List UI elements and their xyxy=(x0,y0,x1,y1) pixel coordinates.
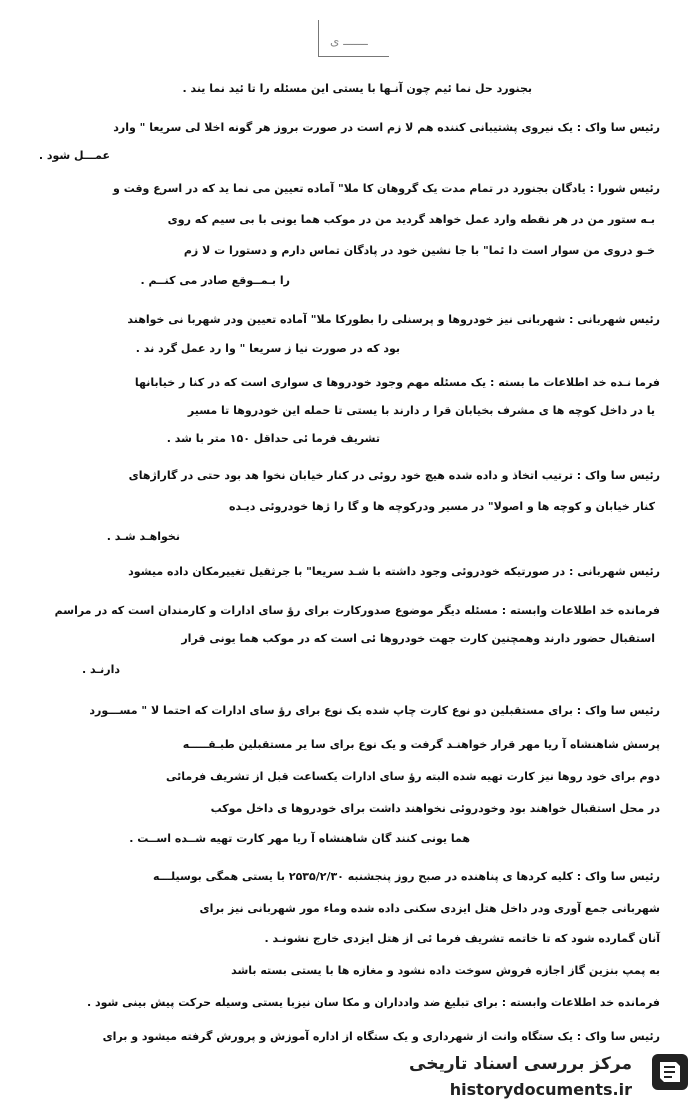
text-line: فرمانده خد اطلاعات وابسته : مسئله دیگر موضوع صدورکارت برای رؤ سای ادارات و کارمندان است که در مراسم xyxy=(54,604,660,617)
text-line: بجنورد حل نما ئیم چون آنـها با یستی این مسئله را تا ئید نما یند . xyxy=(182,82,532,95)
text-line: رئیس سا واک : یک نیروی پشتیبانی کننده هم لا زم است در صورت بروز هر گونه اخلا لی سریعا " وارد xyxy=(113,121,660,134)
text-line: عمـــل شود . xyxy=(38,149,110,162)
text-line: استقبال حضور دارند وهمچنین کارت جهت خودروها ئی است که در موکب هما یونی قرار xyxy=(181,632,655,645)
text-line: به پمپ بنزین گاز اجازه فروش سوخت داده نشود و مغازه ها با یستی بسته باشد xyxy=(231,964,660,977)
text-line: رئیس شورا : یادگان بجنورد در تمام مدت یک گروهان کا ملا" آماده تعیین می نما ید که در اسرع وقت و xyxy=(113,182,660,195)
text-line: تشریف فرما ئی حداقل ۱۵۰ متر با شد . xyxy=(166,432,380,445)
text-line: نخواهـد شـد . xyxy=(106,530,180,543)
text-line: خـو دروی من سوار است دا ئما" با جا نشین خود در پادگان تماس دارم و دستورا ت لا زم xyxy=(183,244,655,257)
text-line: را بـمــوقع صادر می کنــم . xyxy=(140,274,290,287)
text-line: رئیس سا واک : یک ستگاه وانت از شهرداری و یک ستگاه از اداره آموزش و پرورش گرفته میشود و برای xyxy=(102,1030,660,1043)
text-line: رئیس سا واک : ترتیب اتخاذ و داده شده هیچ خود روئی در کنار خیابان نخوا هد بود حتی در گاراژهای xyxy=(128,469,660,482)
text-line: پرسش شاهنشاه آ ریا مهر قرار خواهنـد گرفت و یک نوع برای سا یر مستقبلین طبـقـــــه xyxy=(182,738,660,751)
text-line: آنان گمارده شود که تا خاتمه تشریف فرما ئی از هتل ایزدی خارج نشونـد . xyxy=(264,932,660,945)
text-line: رئیس شهربانی : شهربانی نیز خودروها و پرسنلی را بطورکا ملا" آماده تعیین ودر شهربا نی خواهند xyxy=(127,313,660,326)
text-line: رئیس سا واک : کلیه کردها ی پناهنده در صبح روز پنجشنبه ۲۵۳۵/۲/۳۰ با یستی همگی بوسیلـــه xyxy=(153,870,660,883)
text-line: فرما نـده خد اطلاعات ما بسته : یک مسئله مهم وجود خودروها ی سواری است که در کنا ر خیابانها xyxy=(134,376,660,389)
watermark-org-name: مرکز بررسی اسناد تاریخی xyxy=(409,1054,632,1074)
text-line: بـه ستور من در هر نقطه وارد عمل خواهد گردید من در موکب هما یونی با بی سیم که روی xyxy=(167,213,655,226)
text-line: رئیس سا واک : برای مستقبلین دو نوع کارت چاپ شده یک نوع برای رؤ سای ادارات که احتما لا " مســـورد xyxy=(89,704,660,717)
archive-book-icon xyxy=(646,1048,694,1096)
watermark-url: historydocuments.ir xyxy=(449,1080,632,1099)
text-line: بود که در صورت نیا ز سریعا " وا رد عمل گرد ند . xyxy=(135,342,400,355)
watermark xyxy=(408,1046,700,1106)
text-line: دوم برای خود روها نیز کارت تهیه شده البته رؤ سای ادارات یکساعت قبل از تشریف فرمائی xyxy=(166,770,660,783)
text-line: یا در داخل کوچه ها ی مشرف بخیابان قرا ر دارند با یستی تا حمله این خودروها تا مسیر xyxy=(187,404,655,417)
file-stamp-text: ـــــــ ی xyxy=(330,34,368,48)
text-line: هما یونی کنند گان شاهنشاه آ ریا مهر کارت تهیه شــده اســت . xyxy=(129,832,470,845)
text-line: کنار خیابان و کوچه ها و اصولا" در مسیر ودرکوچه ها و گا را ژها خودروئی دیـده xyxy=(229,500,655,513)
text-line: فرمانده خد اطلاعات وابسته : برای تبلیغ ضد وادداران و مکا سان نیزبا یستی وسیله حرکت پیش بینی شود . xyxy=(86,996,660,1009)
text-line: شهربانی جمع آوری ودر داخل هتل ایزدی سکنی داده شده وماء مور شهربانی نیز برای xyxy=(199,902,660,915)
text-line: رئیس شهربانی : در صورتیکه خودروئی وجود داشته با شـد سریعا" با جرثقیل تغییرمکان داده میشود xyxy=(128,565,660,578)
text-line: در محل استقبال خواهند بود وخودروئی نخواهند داشت برای خودروها ی داخل موکب xyxy=(210,802,660,815)
text-line: دارنـد . xyxy=(81,663,120,676)
